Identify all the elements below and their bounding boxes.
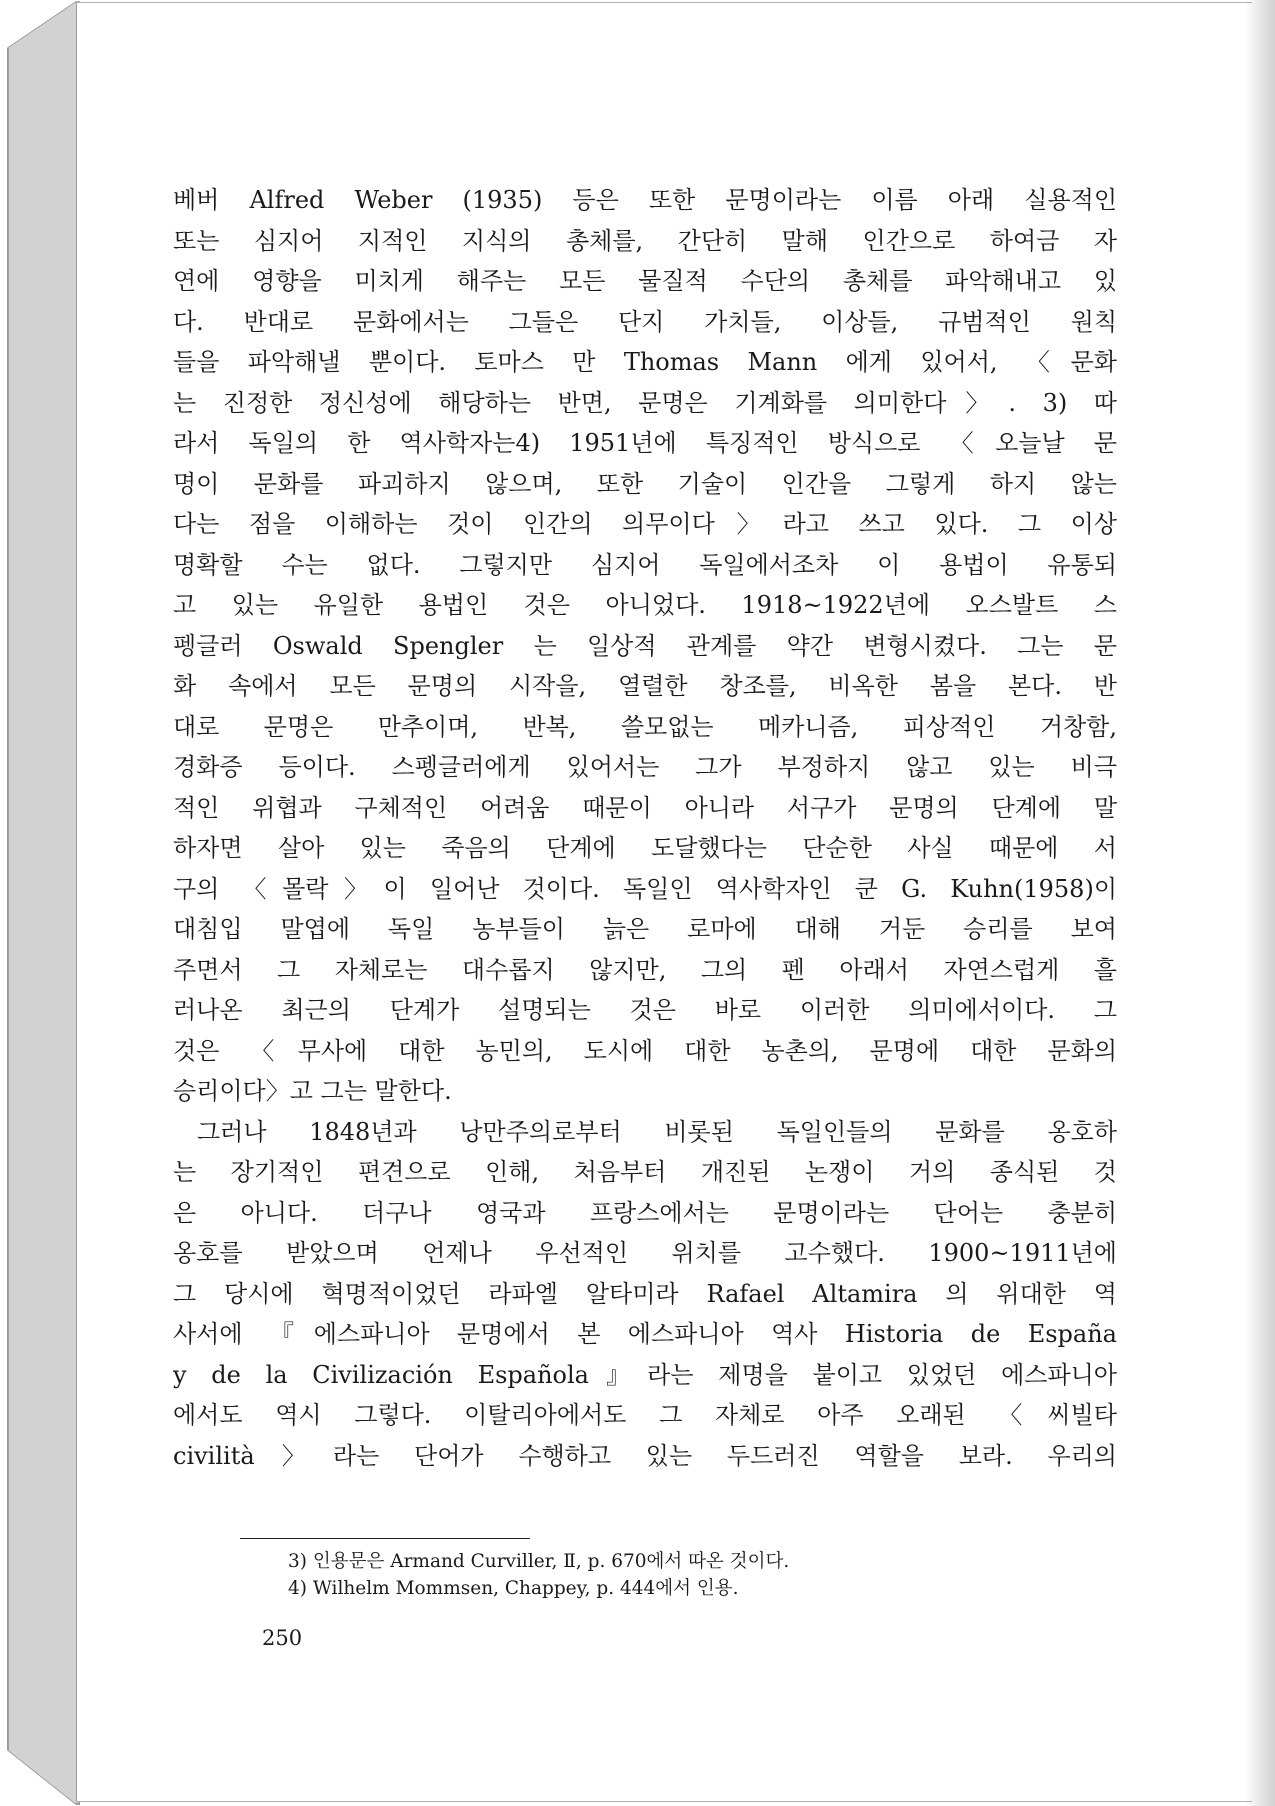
book-spine [0,0,80,1806]
footnotes [288,1548,1088,1602]
text-line: 다는 점을 이해하는 것이 인간의 의무이다〉라고 쓰고 있다. 그 이상 [173,510,1117,538]
text-line: 은 아니다. 더구나 영국과 프랑스에서는 문명이라는 단어는 충분히 [173,1198,1117,1227]
text-line: 고 있는 유일한 용법인 것은 아니었다. 1918~1922년에 오스발트 스 [173,591,1117,619]
text-line: 대로 문명은 만추이며, 반복, 쓸모없는 메카니즘, 피상적인 거창함, [173,712,1117,741]
text-line: 는 진정한 정신성에 해당하는 반면, 문명은 기계화를 의미한다〉. 3) 따 [173,388,1117,417]
page-edge-shadow [1245,0,1275,1806]
text-line: 주면서 그 자체로는 대수롭지 않지만, 그의 펜 아래서 자연스럽게 흘 [173,955,1117,984]
text-line: civilità〉라는 단어가 수행하고 있는 두드러진 역할을 보라. 우리의 [173,1441,1117,1470]
text-line: 명이 문화를 파괴하지 않으며, 또한 기술이 인간을 그렇게 하지 않는 [173,469,1117,498]
text-line: 경화증 등이다. 스펭글러에게 있어서는 그가 부정하지 않고 있는 비극 [173,753,1117,781]
footnote-divider [240,1538,530,1540]
paragraph [173,180,1117,1112]
text-line: 화 속에서 모든 문명의 시작을, 열렬한 창조를, 비옥한 봄을 본다. 반 [173,672,1117,700]
text-line: 또는 심지어 지적인 지식의 총체를, 간단히 말해 인간으로 하여금 자 [173,226,1117,255]
text-line: 대침입 말엽에 독일 농부들이 늙은 로마에 대해 거둔 승리를 보여 [173,915,1117,943]
text-line: 적인 위협과 구체적인 어려움 때문이 아니라 서구가 문명의 단계에 말 [173,793,1117,822]
page-number: 250 [262,1626,303,1650]
text-line: 구의 〈몰락〉이 일어난 것이다. 독일인 역사학자인 쿤 G. Kuhn(1958)이 [173,874,1117,903]
text-line: 연에 영향을 미치게 해주는 모든 물질적 수단의 총체를 파악해내고 있 [173,267,1117,295]
text-line: 그러나 1848년과 낭만주의로부터 비롯된 독일인들의 문화를 옹호하 [197,1117,1117,1146]
text-line: 옹호를 받았으며 언제나 우선적인 위치를 고수했다. 1900~1911년에 [173,1239,1117,1267]
text-line: 승리이다〉고 그는 말한다. [173,1077,452,1105]
body-text [173,180,1117,1476]
text-line: 다. 반대로 문화에서는 그들은 단지 가치들, 이상들, 규범적인 원칙 [173,307,1117,336]
text-line: 명확할 수는 없다. 그렇지만 심지어 독일에서조차 이 용법이 유통되 [173,550,1117,579]
text-line: 것은 〈무사에 대한 농민의, 도시에 대한 농촌의, 문명에 대한 문화의 [173,1036,1117,1065]
text-line: y de la Civilización Española』라는 제명을 붙이고 있었던 에스파니아 [173,1360,1117,1389]
text-line: 그 당시에 혁명적이었던 라파엘 알타미라 Rafael Altamira 의 위대한 역 [173,1279,1117,1308]
footnote: 4) Wilhelm Mommsen, Chappey, p. 444에서 인용. [288,1578,739,1599]
text-line: 들을 파악해낼 뿐이다. 토마스 만 Thomas Mann 에게 있어서, 〈문화 [173,348,1117,376]
footnote: 3) 인용문은 Armand Curviller, Ⅱ, p. 670에서 따온 것이다. [288,1551,790,1572]
text-line: 펭글러 Oswald Spengler 는 일상적 관계를 약간 변형시켰다. 그는 문 [173,631,1117,660]
text-line: 러나온 최근의 단계가 설명되는 것은 바로 이러한 의미에서이다. 그 [173,996,1117,1024]
text-line: 하자면 살아 있는 죽음의 단계에 도달했다는 단순한 사실 때문에 서 [173,834,1117,862]
text-line: 에서도 역시 그렇다. 이탈리아에서도 그 자체로 아주 오래된 〈씨빌타 [173,1401,1117,1429]
text-line: 라서 독일의 한 역사학자는4) 1951년에 특징적인 방식으로 〈오늘날 문 [173,429,1117,457]
text-line: 는 장기적인 편견으로 인해, 처음부터 개진된 논쟁이 거의 종식된 것 [173,1158,1117,1186]
text-line: 사서에 『에스파니아 문명에서 본 에스파니아 역사 Historia de España [173,1320,1117,1348]
paragraph [173,1112,1117,1477]
text-line: 베버 Alfred Weber (1935) 등은 또한 문명이라는 이름 아래 실용적인 [173,186,1117,214]
